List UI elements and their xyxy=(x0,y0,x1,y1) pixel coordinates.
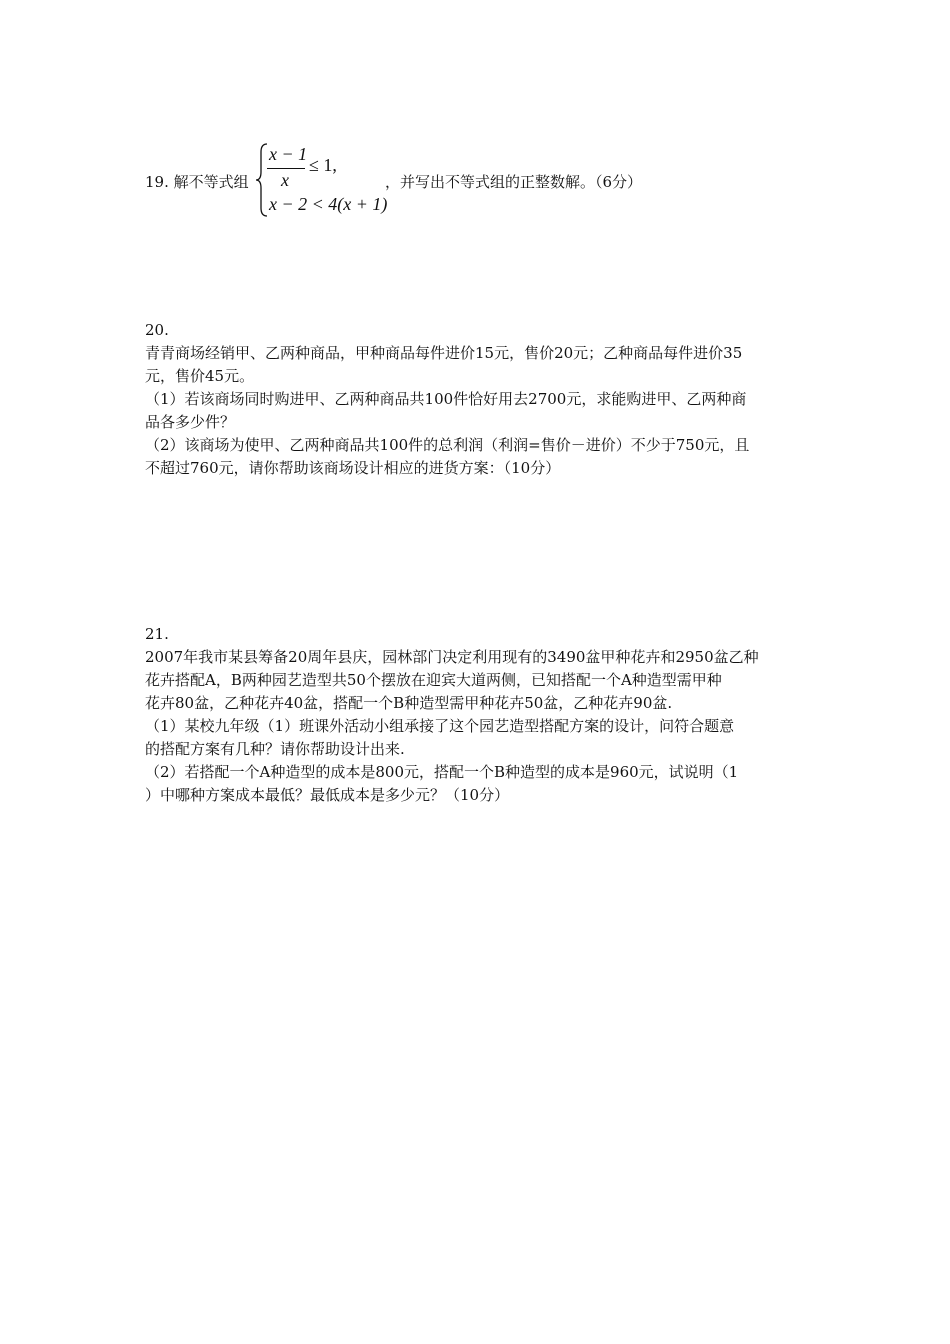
question-20-line: 青青商场经销甲、乙两种商品，甲种商品每件进价15元，售价20元；乙种商品每件进价35 xyxy=(145,344,743,362)
fraction-bar xyxy=(267,168,305,169)
inequality-2: x − 2 < 4(x + 1) xyxy=(269,194,388,214)
question-21-line: ）中哪种方案成本最低？最低成本是多少元？（10分） xyxy=(145,786,510,804)
question-21-number: 21. xyxy=(145,625,169,643)
question-19-instruction: ，并写出不等式组的正整数解。（6分） xyxy=(385,173,643,191)
question-19-number: 19. 解不等式组 xyxy=(145,173,249,191)
question-21 xyxy=(145,623,805,807)
question-20-line: 品各多少件？ xyxy=(145,413,236,431)
question-20-line: （2）该商场为使甲、乙两种商品共100件的总利润（利润=售价－进价）不少于750元，且 xyxy=(145,436,750,454)
fraction-denominator: x xyxy=(281,170,289,190)
question-21-line: 2007年我市某县筹备20周年县庆，园林部门决定利用现有的3490盆甲种花卉和2950盆乙种 xyxy=(145,648,759,666)
question-20-number: 20. xyxy=(145,321,169,339)
question-20-line: （1）若该商场同时购进甲、乙两种商品共100件恰好用去2700元，求能购进甲、乙两种商 xyxy=(145,390,747,408)
question-19 xyxy=(145,140,845,220)
question-21-line: （2）若搭配一个A种造型的成本是800元，搭配一个B种造型的成本是960元，试说明（1 xyxy=(145,763,739,781)
question-20-line: 不超过760元，请你帮助该商场设计相应的进货方案：（10分） xyxy=(145,459,561,477)
question-21-line: 的搭配方案有几种？请你帮助设计出来. xyxy=(145,740,405,758)
question-20-line: 元，售价45元。 xyxy=(145,367,255,385)
question-21-line: 花卉搭配A，B两种园艺造型共50个摆放在迎宾大道两侧，已知搭配一个A种造型需甲种 xyxy=(145,671,722,689)
question-20 xyxy=(145,319,805,480)
inequality-1-relation: ≤ 1, xyxy=(309,155,337,175)
fraction-numerator: x − 1 xyxy=(269,144,308,164)
question-21-line: 花卉80盆，乙种花卉40盆，搭配一个B种造型需甲种花卉50盆，乙种花卉90盆. xyxy=(145,694,673,712)
question-21-line: （1）某校九年级（1）班课外活动小组承接了这个园艺造型搭配方案的设计，问符合题意 xyxy=(145,717,735,735)
